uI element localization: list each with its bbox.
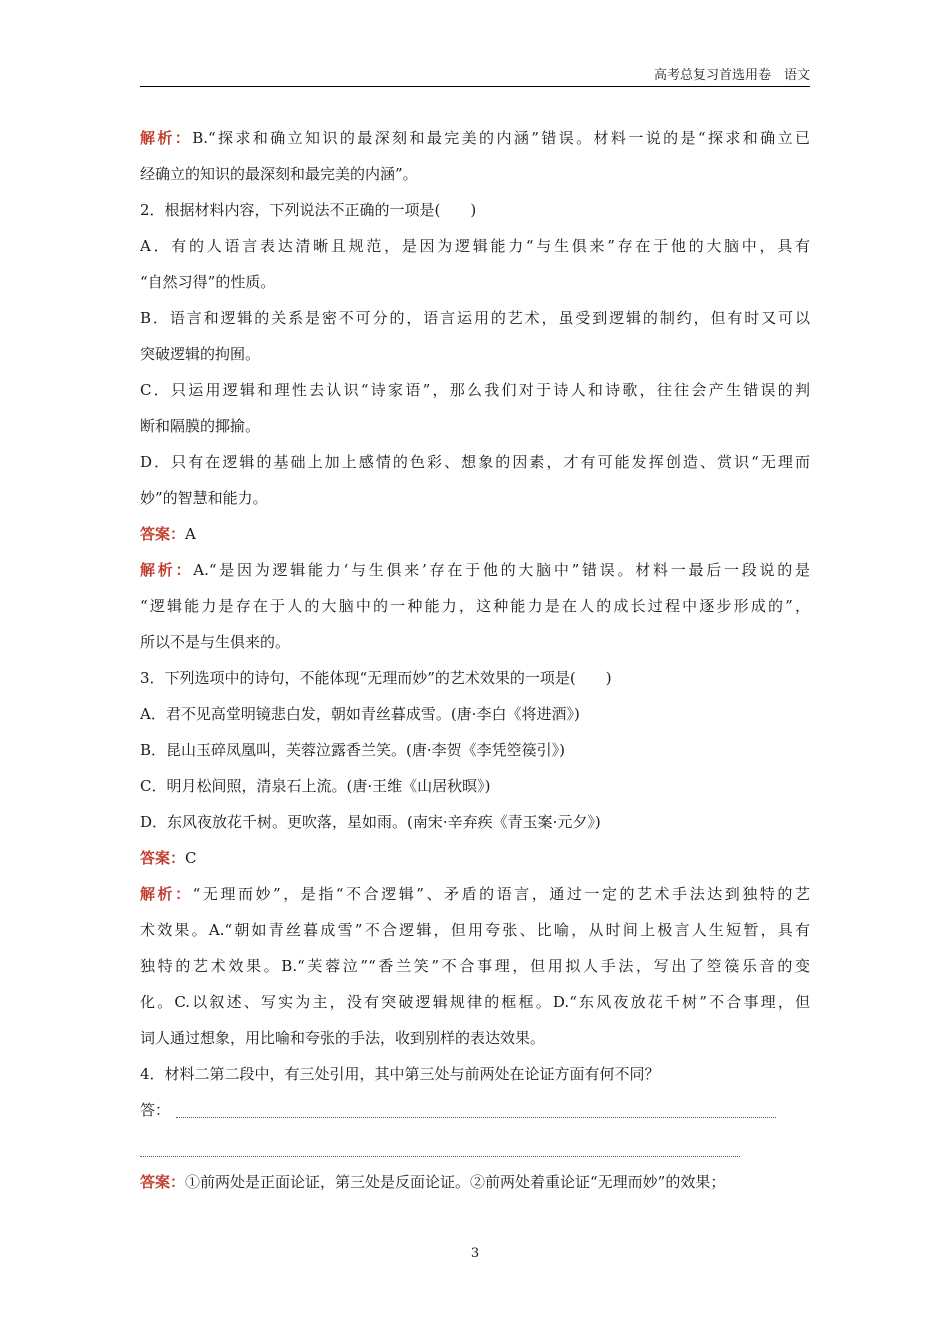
answer-value: C (185, 849, 197, 867)
analysis-label: 解析： (140, 885, 193, 903)
answer-label: 答案： (140, 849, 186, 867)
option-d-line: D．只有在逻辑的基础上加上感情的色彩、想象的因素，才有可能发挥创造、赏识“无理而 (140, 453, 810, 471)
option-c-line: 断和隔膜的揶揄。 (140, 417, 261, 435)
answer-blank[interactable] (140, 1128, 740, 1157)
question-4-stem: 4．材料二第二段中，有三处引用，其中第三处与前两处在论证方面有何不同？ (140, 1065, 660, 1083)
analysis-line: “逻辑能力是存在于人的大脑中的一种能力，这种能力是在人的成长过程中逐步形成的”， (140, 597, 810, 615)
answer-blank-line (140, 1128, 810, 1164)
option-a-line: A．君不见高堂明镜悲白发，朝如青丝暮成雪。(唐·李白《将进酒》) (140, 705, 580, 723)
option-a-line: “自然习得”的性质。 (140, 273, 276, 291)
answer-blank-line (140, 1092, 810, 1128)
header-rule (140, 86, 810, 87)
answer-line (140, 516, 810, 552)
analysis-line: 独特的艺术效果。B.“芙蓉泣”“香兰笑”不合事理，但用拟人手法，写出了箜篌乐音的变 (140, 957, 810, 975)
answer-label: 答案： (140, 525, 186, 543)
answer-blank[interactable] (176, 1099, 776, 1118)
option-c-line: C．只运用逻辑和理性去认识“诗家语”，那么我们对于诗人和诗歌，往往会产生错误的判 (140, 381, 810, 399)
analysis-line: 词人通过想象，用比喻和夸张的手法，收到别样的表达效果。 (140, 1029, 546, 1047)
option-b-line: 突破逻辑的拘囿。 (140, 345, 261, 363)
running-header: 高考总复习首选用卷 语文 (653, 68, 810, 83)
question-2-stem: 2．根据材料内容，下列说法不正确的一项是( ) (140, 201, 477, 219)
answer-label: 答案： (140, 1173, 186, 1191)
page-number: 3 (470, 1246, 480, 1261)
option-d-line: 妙”的智慧和能力。 (140, 489, 268, 507)
analysis-line (140, 876, 810, 912)
answer-value: A (185, 525, 196, 543)
analysis-line: 所以不是与生俱来的。 (140, 633, 291, 651)
question-3-stem: 3．下列选项中的诗句，不能体现“无理而妙”的艺术效果的一项是( ) (140, 669, 612, 687)
answer-value: ①前两处是正面论证，第三处是反面论证。②前两处着重论证“无理而妙”的效果； (185, 1173, 726, 1191)
option-b-line: B．昆山玉碎凤凰叫，芙蓉泣露香兰笑。(唐·李贺《李凭箜篌引》) (140, 741, 565, 759)
analysis-text: “无理而妙”，是指“不合逻辑”、矛盾的语言，通过一定的艺术手法达到独特的艺 (192, 885, 810, 903)
answer-line (140, 840, 810, 876)
analysis-text: A.“是因为逻辑能力‘与生俱来’存在于他的大脑中”错误。材料一最后一段说的是 (193, 561, 810, 579)
option-b-line: B．语言和逻辑的关系是密不可分的，语言运用的艺术，虽受到逻辑的制约，但有时又可以 (140, 309, 810, 327)
analysis-line: 化。C.以叙述、写实为主，没有突破逻辑规律的框框。D.“东风夜放花千树”不合事理，但 (140, 993, 810, 1011)
option-d-line: D．东风夜放花千树。更吹落，星如雨。(南宋·辛弃疾《青玉案·元夕》) (140, 813, 601, 831)
option-c-line: C．明月松间照，清泉石上流。(唐·王维《山居秋暝》) (140, 777, 491, 795)
analysis-line: 经确立的知识的最深刻和最完美的内涵”。 (140, 165, 418, 183)
answer-prompt: 答： (140, 1101, 171, 1119)
option-a-line: A．有的人语言表达清晰且规范，是因为逻辑能力“与生俱来”存在于他的大脑中，具有 (140, 237, 810, 255)
analysis-label: 解析： (140, 561, 194, 579)
analysis-label: 解析： (140, 129, 193, 147)
analysis-text: B.“探求和确立知识的最深刻和最完美的内涵”错误。材料一说的是“探求和确立已 (192, 129, 810, 147)
answer-line (140, 1164, 810, 1200)
page-content (140, 120, 810, 1200)
analysis-line (140, 552, 810, 588)
analysis-line (140, 120, 810, 156)
analysis-line: 术效果。A.“朝如青丝暮成雪”不合逻辑，但用夸张、比喻，从时间上极言人生短暂，具有 (140, 921, 810, 939)
